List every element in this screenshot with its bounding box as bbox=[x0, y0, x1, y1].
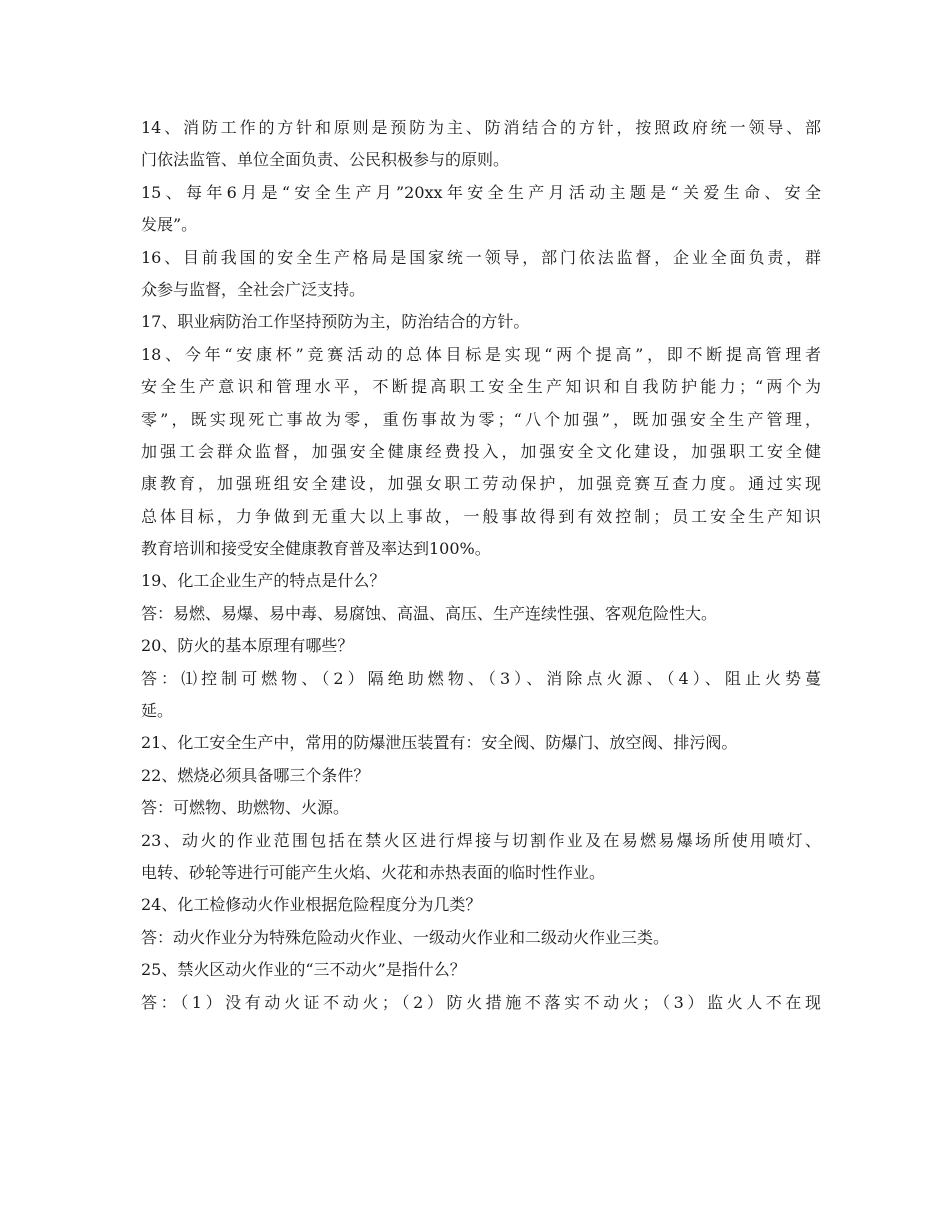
document-page bbox=[141, 112, 821, 1019]
text-line-20a: 答：⑴控制可燃物、（2）隔绝助燃物、（3）、消除点火源、（4）、阻止火势蔓 bbox=[141, 668, 821, 688]
text-line-18d: 加强工会群众监督，加强安全健康经费投入，加强安全文化建设，加强职工安全健 bbox=[141, 441, 821, 461]
text-line-14b: 门依法监管、单位全面负责、公民积极参与的原则。 bbox=[141, 150, 510, 170]
text-line-25q: 25、禁火区动火作业的“三不动火”是指什么？ bbox=[141, 960, 466, 980]
text-line-24a: 答：动火作业分为特殊危险动火作业、一级动火作业和二级动火作业三类。 bbox=[141, 927, 670, 947]
text-line-18b: 安全生产意识和管理水平，不断提高职工安全生产知识和自我防护能力；“两个为 bbox=[141, 377, 821, 397]
text-line-23b: 电转、砂轮等进行可能产生火焰、火花和赤热表面的临时性作业。 bbox=[141, 862, 606, 882]
text-line-15b: 发展”。 bbox=[141, 215, 198, 235]
text-line-14a: 14、消防工作的方针和原则是预防为主、防消结合的方针，按照政府统一领导、部 bbox=[141, 118, 821, 137]
text-line-19a: 答：易燃、易爆、易中毒、易腐蚀、高温、高压、生产连续性强、客观危险性大。 bbox=[141, 603, 718, 623]
text-line-17: 17、职业病防治工作坚持预防为主，防治结合的方针。 bbox=[141, 312, 530, 332]
text-line-22q: 22、燃烧必须具备哪三个条件？ bbox=[141, 765, 370, 785]
text-line-18g: 教育培训和接受安全健康教育普及率达到100%。 bbox=[141, 539, 491, 559]
text-line-24q: 24、化工检修动火作业根据危险程度分为几类？ bbox=[141, 895, 482, 915]
text-line-20q: 20、防火的基本原理有哪些？ bbox=[141, 636, 354, 656]
text-line-16b: 众参与监督，全社会广泛支持。 bbox=[141, 279, 366, 299]
text-line-16a: 16、目前我国的安全生产格局是国家统一领导，部门依法监督，企业全面负责，群 bbox=[141, 247, 821, 267]
text-line-18a: 18、今年“安康杯”竞赛活动的总体目标是实现“两个提高”，即不断提高管理者 bbox=[141, 344, 821, 364]
text-line-19q: 19、化工企业生产的特点是什么？ bbox=[141, 571, 386, 591]
text-line-25a: 答：（1）没有动火证不动火；（2）防火措施不落实不动火；（3）监火人不在现 bbox=[141, 992, 821, 1012]
text-line-21: 21、化工安全生产中，常用的防爆泄压装置有：安全阀、防爆门、放空阀、排污阀。 bbox=[141, 733, 738, 753]
text-line-18c: 零”，既实现死亡事故为零，重伤事故为零；“八个加强”，既加强安全生产管理， bbox=[141, 409, 821, 429]
text-line-22a: 答：可燃物、助燃物、火源。 bbox=[141, 798, 350, 818]
text-line-18e: 康教育，加强班组安全建设，加强女职工劳动保护，加强竞赛互查力度。通过实现 bbox=[141, 474, 821, 494]
text-line-20b: 延。 bbox=[141, 701, 174, 721]
text-line-23a: 23、动火的作业范围包括在禁火区进行焊接与切割作业及在易燃易爆场所使用喷灯、 bbox=[141, 830, 821, 850]
text-line-18f: 总体目标，力争做到无重大以上事故，一般事故得到有效控制；员工安全生产知识 bbox=[141, 506, 821, 526]
text-line-15a: 15、每年6月是“安全生产月”20xx年安全生产月活动主题是“关爱生命、安全 bbox=[141, 182, 821, 202]
